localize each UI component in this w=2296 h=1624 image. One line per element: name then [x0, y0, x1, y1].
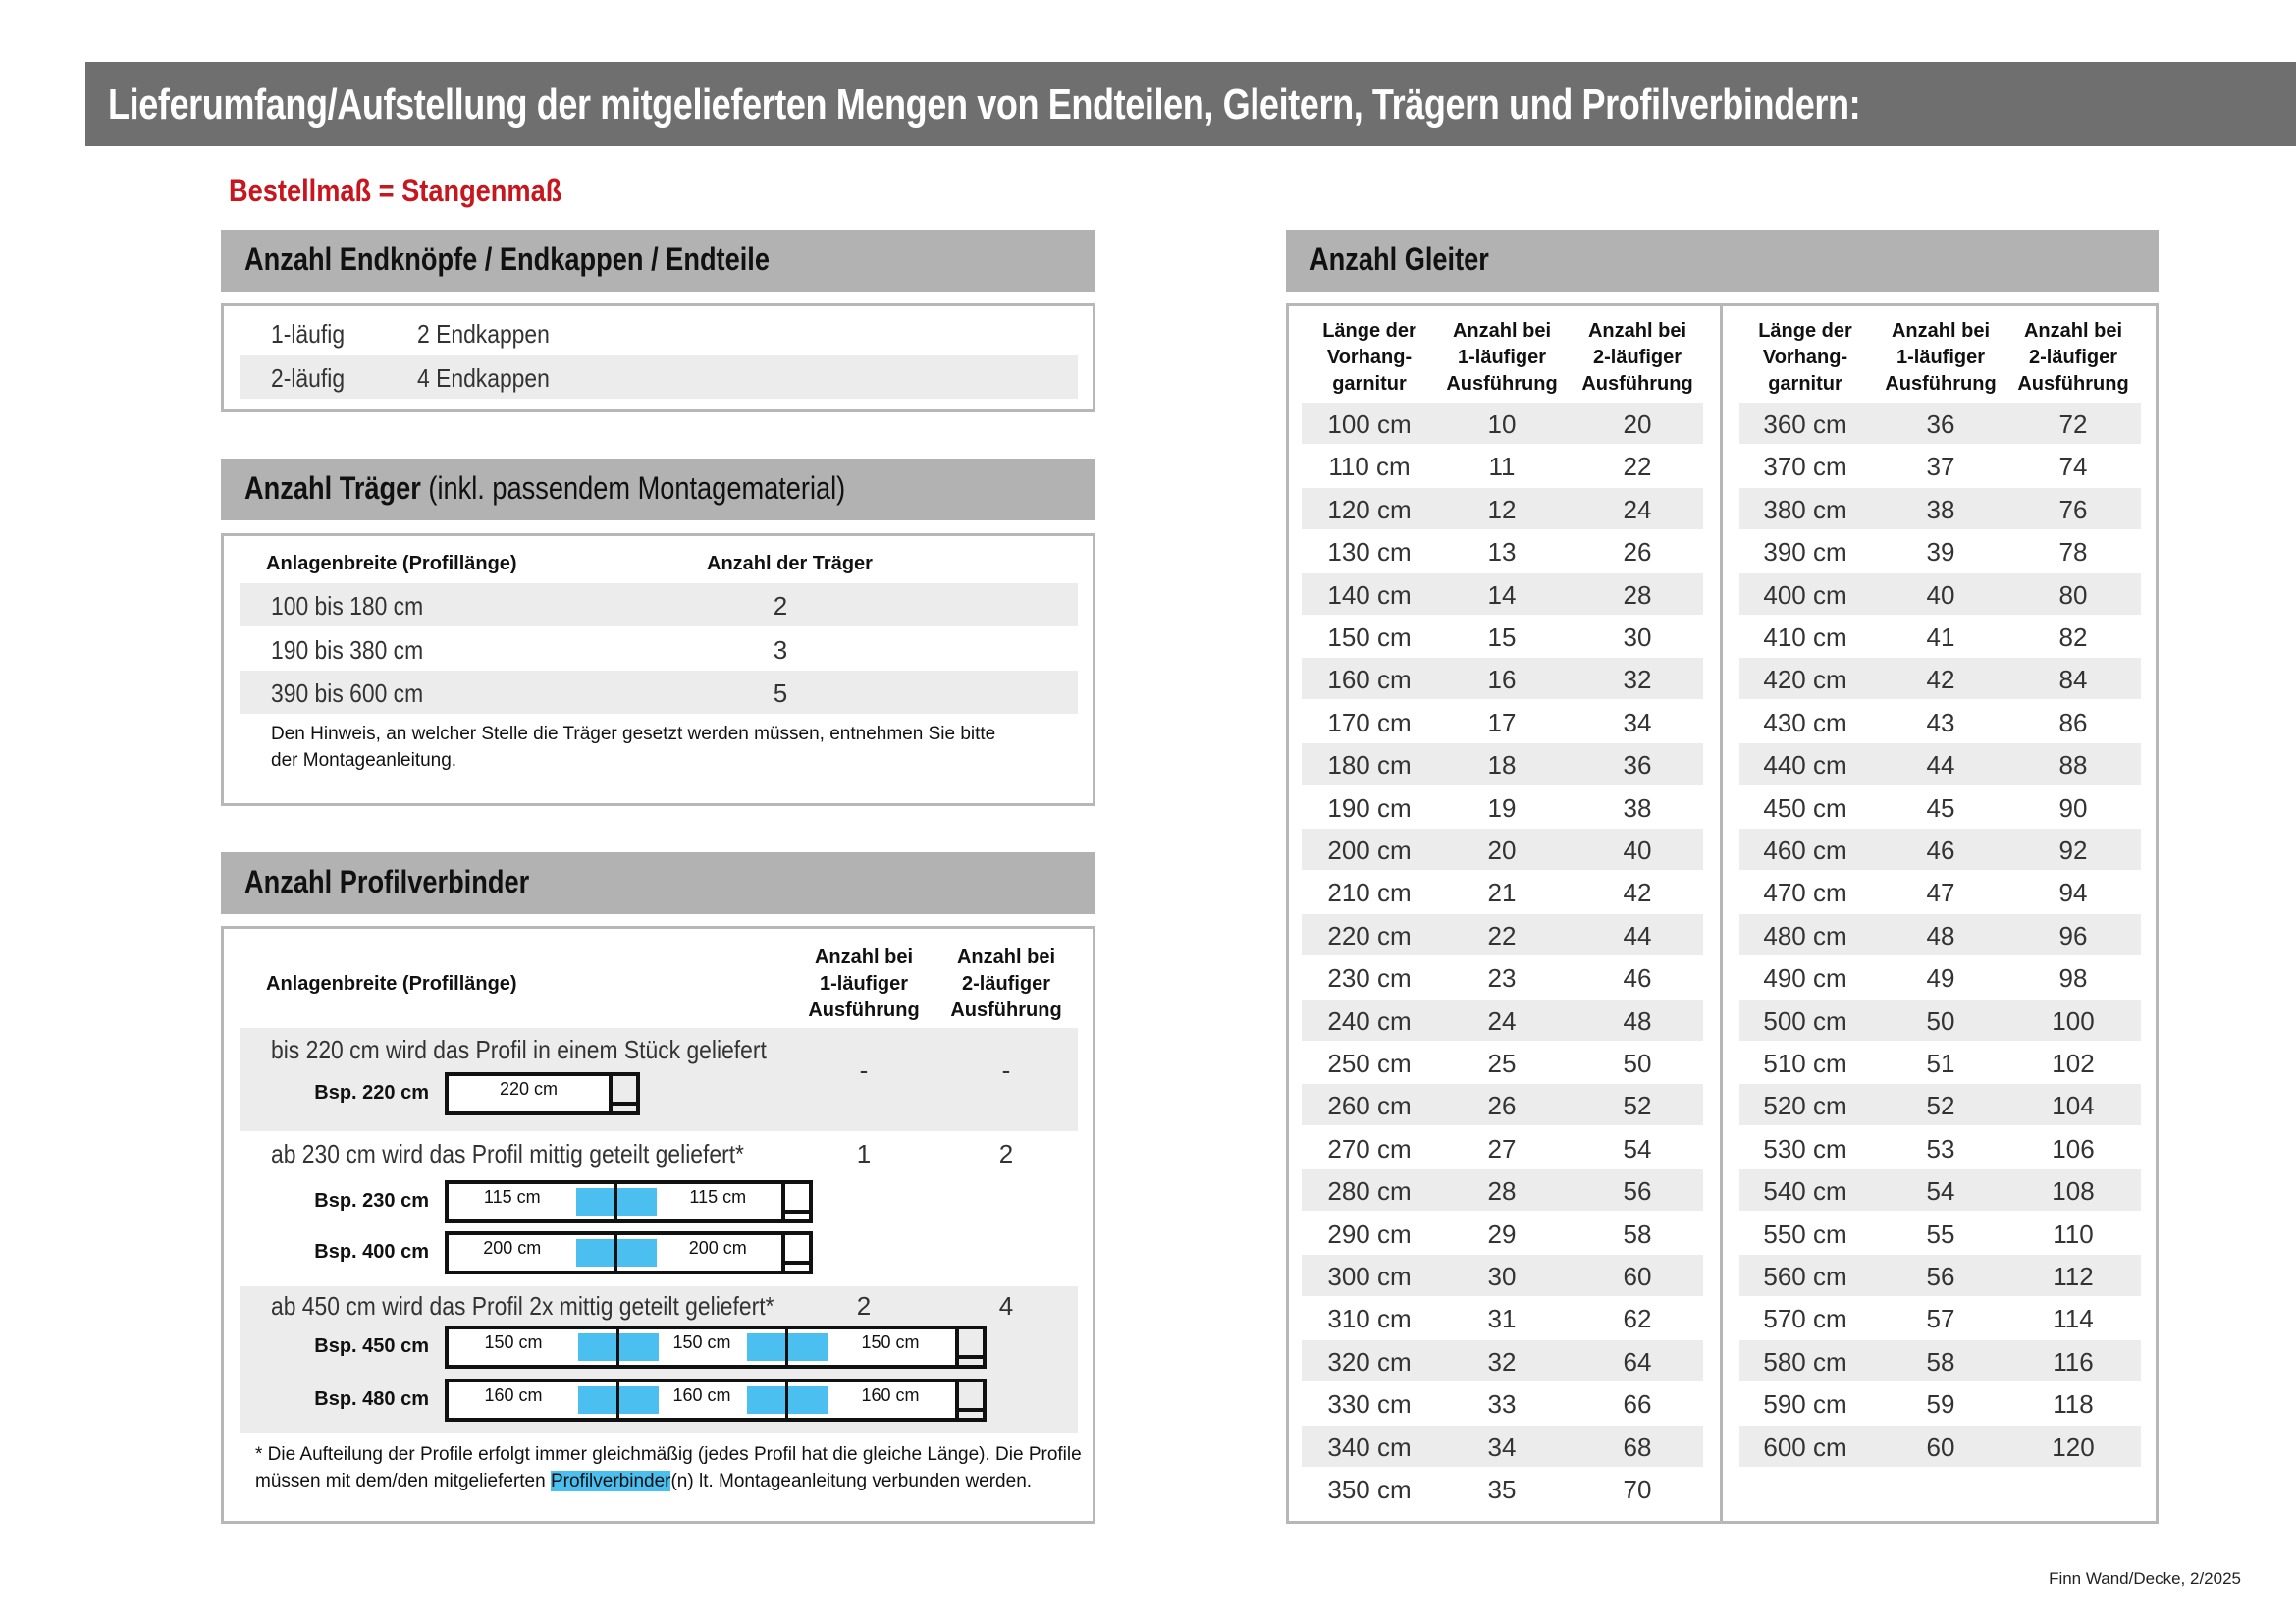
gleiter-cell: 22	[1623, 452, 1652, 482]
gleiter-cell: 16	[1487, 665, 1517, 695]
gleiter-cell: 470 cm	[1763, 878, 1847, 908]
gleiter-cell: 96	[2058, 920, 2088, 950]
hdr-line: 2-läufiger	[2028, 347, 2118, 368]
gleiter-cell: 370 cm	[1763, 452, 1847, 482]
pv-col3-header	[918, 945, 1095, 1024]
gleiter-cell: 102	[2052, 1049, 2095, 1078]
traeger-range: 190 bis 380 cm	[271, 635, 424, 665]
gleiter-cell: 490 cm	[1763, 963, 1847, 994]
hdr-line: garnitur	[1768, 373, 1842, 395]
profilverbinder-heading	[221, 852, 1095, 914]
gleiter-cell: 58	[1623, 1218, 1652, 1249]
gleiter-cell: 82	[2058, 623, 2088, 652]
gleiter-cell: 116	[2053, 1346, 2094, 1377]
gleiter-cell: 400 cm	[1763, 579, 1847, 610]
gleiter-cell: 34	[1487, 1432, 1517, 1462]
gleiter-cell: 98	[2058, 963, 2088, 994]
profile-joint	[616, 1382, 619, 1418]
traeger-range: 100 bis 180 cm	[271, 591, 424, 621]
endteile-type: 1-läufig	[271, 319, 346, 349]
gleiter-cell: 43	[1926, 707, 1955, 737]
segment-length: 200 cm	[483, 1238, 542, 1258]
gleiter-cell: 41	[1926, 623, 1955, 652]
traeger-col2-header: Anzahl der Träger	[707, 553, 873, 574]
gleiter-cell: 60	[1623, 1262, 1652, 1291]
gleiter-cell: 84	[2058, 665, 2088, 695]
gleiter-cell: 42	[1623, 878, 1652, 908]
gleiter-cell: 86	[2058, 707, 2088, 737]
segment-length: 150 cm	[861, 1332, 920, 1352]
endteile-value: 4 Endkappen	[417, 363, 550, 393]
gleiter-cell: 480 cm	[1763, 920, 1847, 950]
traeger-note: Den Hinweis, an welcher Stelle die Träger gesetzt werden müssen, entnehmen Sie bitte	[271, 724, 996, 744]
pv-count-1: 1	[856, 1139, 872, 1168]
gleiter-cell: 430 cm	[1763, 707, 1847, 737]
gleiter-cell: 78	[2058, 537, 2088, 568]
gleiter-cell: 40	[1926, 579, 1955, 610]
gleiter-cell: 300 cm	[1327, 1262, 1412, 1291]
profile-joint	[614, 1235, 617, 1271]
example-label: Bsp. 230 cm	[314, 1190, 429, 1212]
gleiter-cell: 46	[1926, 836, 1955, 865]
gleiter-cell: 49	[1926, 963, 1955, 994]
gleiter-cell: 11	[1488, 452, 1516, 482]
profile-joint	[785, 1329, 788, 1365]
gleiter-cell: 88	[2058, 750, 2088, 781]
gleiter-cell: 38	[1623, 792, 1652, 823]
example-label: Bsp. 220 cm	[314, 1082, 429, 1104]
gleiter-cell: 57	[1926, 1304, 1955, 1334]
gleiter-cell: 56	[1623, 1176, 1652, 1207]
gleiter-cell: 55	[1926, 1218, 1955, 1249]
gleiter-cell: 29	[1487, 1218, 1517, 1249]
gleiter-cell: 190 cm	[1327, 792, 1412, 823]
hdr-line: 1-läufiger	[1896, 347, 1986, 368]
gleiter-cell: 42	[1926, 665, 1955, 695]
gleiter-cell: 140 cm	[1327, 579, 1412, 610]
gleiter-cell: 52	[1623, 1091, 1652, 1121]
segment-length: 160 cm	[672, 1385, 731, 1405]
gleiter-cell: 64	[1623, 1346, 1652, 1377]
example-label: Bsp. 450 cm	[314, 1335, 429, 1357]
gleiter-cell: 28	[1623, 579, 1652, 610]
profilverbinder-heading-text: Anzahl Profilverbinder	[244, 864, 530, 899]
pv-group-text: bis 220 cm wird das Profil in einem Stück geliefert	[271, 1035, 767, 1064]
footnote-highlight: Profilverbinder	[550, 1471, 671, 1491]
gleiter-cell: 120 cm	[1327, 494, 1412, 524]
pv-count-2: 2	[998, 1139, 1014, 1168]
subtitle: Bestellmaß = Stangenmaß	[229, 173, 562, 208]
gleiter-cell: 37	[1926, 452, 1955, 482]
traeger-heading	[221, 459, 1095, 520]
gleiter-cell: 48	[1926, 920, 1955, 950]
gleiter-cell: 18	[1487, 750, 1517, 781]
hdr-line: Ausführung	[1885, 373, 1997, 395]
gleiter-cell: 500 cm	[1763, 1005, 1847, 1036]
profile-joint	[614, 1184, 617, 1219]
hdr-line: 1-läufiger	[819, 973, 909, 995]
end-cap-mid	[613, 1102, 640, 1106]
gleiter-cell: 21	[1487, 878, 1517, 908]
page-title: Lieferumfang/Aufstellung der mitgelieferten Mengen von Endteilen, Gleitern, Trägern und Profilverbindern:	[108, 81, 1861, 129]
end-cap-mid	[959, 1408, 987, 1412]
hdr-line: Ausführung	[1446, 373, 1558, 395]
endteile-heading	[221, 230, 1095, 292]
gleiter-cell: 26	[1487, 1091, 1517, 1121]
gleiter-cell: 310 cm	[1327, 1304, 1412, 1334]
hdr-line: Anzahl bei	[1891, 320, 1990, 342]
hdr-line: Vorhang-	[1326, 347, 1413, 368]
gleiter-cell: 230 cm	[1327, 963, 1412, 994]
hdr-line: 2-läufiger	[961, 973, 1051, 995]
gleiter-cell: 22	[1487, 920, 1517, 950]
footer: Finn Wand/Decke, 2/2025	[2049, 1569, 2241, 1588]
footnote-text: müssen mit dem/den mitgelieferten	[255, 1471, 551, 1491]
gleiter-cell: 32	[1623, 665, 1652, 695]
gleiter-cell: 112	[2053, 1262, 2094, 1291]
gleiter-cell: 150 cm	[1327, 623, 1412, 652]
gleiter-cell: 62	[1623, 1304, 1652, 1334]
gleiter-cell: 510 cm	[1763, 1049, 1847, 1078]
gleiter-cell: 24	[1623, 494, 1652, 524]
gleiter-cell: 32	[1487, 1346, 1517, 1377]
segment-length: 115 cm	[483, 1187, 541, 1207]
traeger-count: 5	[773, 678, 788, 708]
segment-length: 220 cm	[499, 1079, 559, 1099]
gleiter-col-header	[1549, 318, 1726, 398]
example-label: Bsp. 400 cm	[314, 1241, 429, 1263]
example-label: Bsp. 480 cm	[314, 1388, 429, 1410]
hdr-line: Ausführung	[2017, 373, 2129, 395]
gleiter-cell: 280 cm	[1327, 1176, 1412, 1207]
pv-col1-header: Anlagenbreite (Profillänge)	[266, 973, 517, 995]
gleiter-cell: 44	[1926, 750, 1955, 781]
gleiter-cell: 36	[1623, 750, 1652, 781]
gleiter-cell: 330 cm	[1327, 1389, 1412, 1420]
gleiter-cell: 52	[1926, 1091, 1955, 1121]
gleiter-cell: 106	[2052, 1133, 2095, 1164]
gleiter-cell: 40	[1623, 836, 1652, 865]
gleiter-cell: 38	[1926, 494, 1955, 524]
gleiter-cell: 170 cm	[1327, 707, 1412, 737]
gleiter-cell: 110 cm	[1328, 452, 1411, 482]
segment-length: 115 cm	[689, 1187, 747, 1207]
gleiter-cell: 35	[1487, 1475, 1517, 1504]
traeger-range: 390 bis 600 cm	[271, 678, 424, 708]
gleiter-cell: 590 cm	[1763, 1389, 1847, 1420]
gleiter-cell: 108	[2052, 1176, 2095, 1207]
gleiter-cell: 56	[1926, 1262, 1955, 1291]
gleiter-cell: 220 cm	[1327, 920, 1412, 950]
hdr-line: 2-läufiger	[1592, 347, 1682, 368]
traeger-heading-rest: (inkl. passendem Montagematerial)	[420, 470, 846, 506]
gleiter-cell: 23	[1487, 963, 1517, 994]
segment-length: 150 cm	[672, 1332, 731, 1352]
hdr-line: Ausführung	[1581, 373, 1693, 395]
gleiter-cell: 130 cm	[1327, 537, 1412, 568]
gleiter-cell: 70	[1623, 1475, 1652, 1504]
gleiter-cell: 72	[2058, 409, 2088, 439]
end-cap-mid	[959, 1355, 987, 1359]
gleiter-col-header	[1985, 318, 2162, 398]
gleiter-cell: 14	[1487, 579, 1517, 610]
segment-length: 150 cm	[484, 1332, 543, 1352]
gleiter-cell: 74	[2058, 452, 2088, 482]
gleiter-cell: 114	[2053, 1304, 2094, 1334]
gleiter-cell: 120	[2052, 1432, 2095, 1462]
gleiter-cell: 12	[1487, 494, 1517, 524]
gleiter-cell: 450 cm	[1763, 792, 1847, 823]
traeger-col1-header: Anlagenbreite (Profillänge)	[266, 553, 517, 574]
end-cap	[613, 1072, 640, 1115]
gleiter-cell: 30	[1623, 623, 1652, 652]
profile-joint	[785, 1382, 788, 1418]
gleiter-heading-text: Anzahl Gleiter	[1309, 242, 1489, 277]
gleiter-cell: 600 cm	[1763, 1432, 1847, 1462]
end-cap-mid	[785, 1210, 813, 1214]
gleiter-cell: 440 cm	[1763, 750, 1847, 781]
traeger-heading-text	[244, 470, 845, 507]
gleiter-cell: 360 cm	[1763, 409, 1847, 439]
hdr-line: Vorhang-	[1762, 347, 1848, 368]
stripe	[240, 355, 1078, 399]
gleiter-cell: 350 cm	[1327, 1475, 1412, 1504]
gleiter-cell: 240 cm	[1327, 1005, 1412, 1036]
pv-group-text: ab 230 cm wird das Profil mittig geteilt geliefert*	[271, 1139, 744, 1168]
gleiter-cell: 28	[1487, 1176, 1517, 1207]
hdr-line: Anzahl bei	[1587, 320, 1686, 342]
gleiter-cell: 90	[2058, 792, 2088, 823]
gleiter-cell: 45	[1926, 792, 1955, 823]
pv-count-2: 4	[998, 1291, 1014, 1321]
gleiter-cell: 550 cm	[1763, 1218, 1847, 1249]
gleiter-cell: 31	[1487, 1304, 1517, 1334]
gleiter-divider	[1720, 303, 1723, 1524]
gleiter-cell: 58	[1926, 1346, 1955, 1377]
gleiter-cell: 59	[1926, 1389, 1955, 1420]
gleiter-cell: 580 cm	[1763, 1346, 1847, 1377]
gleiter-cell: 104	[2052, 1091, 2095, 1121]
endteile-type: 2-läufig	[271, 363, 346, 393]
gleiter-cell: 68	[1623, 1432, 1652, 1462]
segment-length: 200 cm	[688, 1238, 747, 1258]
gleiter-cell: 80	[2058, 579, 2088, 610]
gleiter-cell: 460 cm	[1763, 836, 1847, 865]
gleiter-cell: 53	[1926, 1133, 1955, 1164]
footnote-text: (n) lt. Montageanleitung verbunden werden.	[670, 1471, 1033, 1491]
gleiter-cell: 54	[1623, 1133, 1652, 1164]
gleiter-cell: 54	[1926, 1176, 1955, 1207]
endteile-value: 2 Endkappen	[417, 319, 550, 349]
gleiter-cell: 100	[2052, 1005, 2095, 1036]
gleiter-cell: 270 cm	[1327, 1133, 1412, 1164]
gleiter-cell: 560 cm	[1763, 1262, 1847, 1291]
pv-group-text: ab 450 cm wird das Profil 2x mittig geteilt geliefert*	[271, 1291, 774, 1321]
gleiter-cell: 13	[1487, 537, 1517, 568]
gleiter-cell: 118	[2053, 1389, 2094, 1420]
gleiter-cell: 30	[1487, 1262, 1517, 1291]
gleiter-cell: 51	[1926, 1049, 1955, 1078]
gleiter-cell: 17	[1487, 707, 1517, 737]
hdr-line: Anzahl bei	[1452, 320, 1551, 342]
gleiter-cell: 20	[1623, 409, 1652, 439]
gleiter-cell: 180 cm	[1327, 750, 1412, 781]
pv-count-2: -	[1001, 1056, 1011, 1085]
gleiter-heading	[1286, 230, 2159, 292]
gleiter-cell: 250 cm	[1327, 1049, 1412, 1078]
pv-count-1: 2	[856, 1291, 872, 1321]
hdr-line: Anzahl bei	[956, 947, 1055, 968]
end-cap	[959, 1326, 987, 1369]
gleiter-cell: 34	[1623, 707, 1652, 737]
gleiter-cell: 290 cm	[1327, 1218, 1412, 1249]
gleiter-cell: 92	[2058, 836, 2088, 865]
hdr-line: Länge der	[1758, 320, 1852, 342]
gleiter-cell: 340 cm	[1327, 1432, 1412, 1462]
traeger-count: 2	[773, 591, 788, 621]
pv-count-1: -	[859, 1056, 869, 1085]
gleiter-cell: 26	[1623, 537, 1652, 568]
end-cap	[785, 1231, 813, 1274]
hdr-line: Ausführung	[950, 1000, 1062, 1021]
pv-footnote: * Die Aufteilung der Profile erfolgt immer gleichmäßig (jedes Profil hat die gleiche Länge). Die Profile	[255, 1444, 1082, 1465]
hdr-line: 1-läufiger	[1457, 347, 1547, 368]
gleiter-cell: 200 cm	[1327, 836, 1412, 865]
end-cap	[785, 1180, 813, 1223]
gleiter-cell: 15	[1487, 623, 1517, 652]
gleiter-cell: 540 cm	[1763, 1176, 1847, 1207]
gleiter-cell: 60	[1926, 1432, 1955, 1462]
gleiter-cell: 320 cm	[1327, 1346, 1412, 1377]
gleiter-cell: 20	[1487, 836, 1517, 865]
traeger-heading-bold: Anzahl Träger	[244, 470, 421, 506]
gleiter-cell: 24	[1487, 1005, 1517, 1036]
gleiter-cell: 46	[1623, 963, 1652, 994]
hdr-line: Anzahl bei	[814, 947, 913, 968]
hdr-line: Anzahl bei	[2023, 320, 2122, 342]
gleiter-cell: 10	[1487, 409, 1517, 439]
segment-length: 160 cm	[861, 1385, 920, 1405]
traeger-note: der Montageanleitung.	[271, 750, 457, 771]
end-cap	[959, 1379, 987, 1422]
gleiter-cell: 66	[1623, 1389, 1652, 1420]
gleiter-cell: 27	[1487, 1133, 1517, 1164]
end-cap-mid	[785, 1261, 813, 1265]
endteile-heading-text: Anzahl Endknöpfe / Endkappen / Endteile	[244, 242, 770, 277]
gleiter-cell: 260 cm	[1327, 1091, 1412, 1121]
gleiter-cell: 100 cm	[1327, 409, 1412, 439]
gleiter-cell: 390 cm	[1763, 537, 1847, 568]
gleiter-cell: 160 cm	[1327, 665, 1412, 695]
gleiter-cell: 36	[1926, 409, 1955, 439]
gleiter-cell: 380 cm	[1763, 494, 1847, 524]
gleiter-cell: 33	[1487, 1389, 1517, 1420]
gleiter-cell: 94	[2058, 878, 2088, 908]
gleiter-cell: 19	[1487, 792, 1517, 823]
gleiter-cell: 110	[2053, 1218, 2094, 1249]
gleiter-cell: 50	[1926, 1005, 1955, 1036]
hdr-line: garnitur	[1332, 373, 1407, 395]
segment-length: 160 cm	[484, 1385, 543, 1405]
profile-joint	[616, 1329, 619, 1365]
gleiter-cell: 25	[1487, 1049, 1517, 1078]
hdr-line: Länge der	[1322, 320, 1416, 342]
gleiter-cell: 520 cm	[1763, 1091, 1847, 1121]
hdr-line: Ausführung	[808, 1000, 920, 1021]
pv-footnote-2	[255, 1468, 1032, 1494]
gleiter-cell: 530 cm	[1763, 1133, 1847, 1164]
gleiter-cell: 570 cm	[1763, 1304, 1847, 1334]
gleiter-cell: 76	[2058, 494, 2088, 524]
gleiter-cell: 39	[1926, 537, 1955, 568]
gleiter-cell: 48	[1623, 1005, 1652, 1036]
gleiter-cell: 420 cm	[1763, 665, 1847, 695]
gleiter-cell: 410 cm	[1763, 623, 1847, 652]
gleiter-cell: 44	[1623, 920, 1652, 950]
gleiter-cell: 50	[1623, 1049, 1652, 1078]
traeger-count: 3	[773, 635, 788, 665]
gleiter-cell: 210 cm	[1327, 878, 1412, 908]
gleiter-cell: 47	[1926, 878, 1955, 908]
